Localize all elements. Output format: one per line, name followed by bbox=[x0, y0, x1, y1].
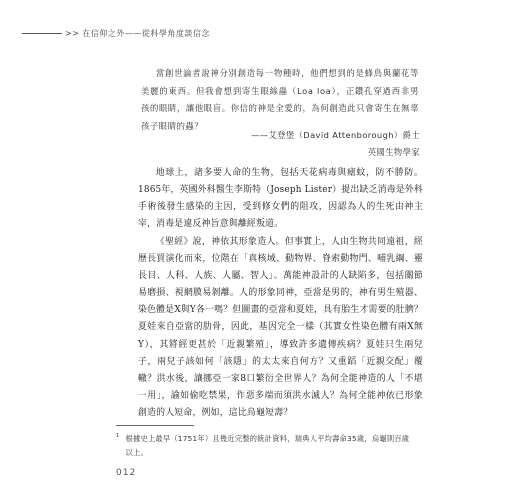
footnote-mark: 1 bbox=[116, 433, 120, 439]
epigraph bbox=[141, 65, 419, 135]
epigraph-author: ——艾登堡（David Attenborough）爵士 bbox=[251, 130, 420, 140]
body-paragraph: 《聖經》說，神依其形象造人。但事實上，人由生物共同遠祖，經歷長買演化而來，位階在「真核域、動物界、脊索動物門、哺乳綱、靈長目、人科、人族、人屬、智人」。萬能神設計的人缺陷多，包括關節易磨損、視網膜易剝離。人的形象同神，亞當是男的，神有男生殖器、染色體是X與Y各一嗎？但圖畫的亞當和夏娃，具有胎生才需要的肚臍？夏娃來自亞當的肋骨，因此，基因完全一樣（其實女性染色體有兩X無Y），其將經更甚於「近親繁殖」，導致許多遺傳疾病？夏娃只生兩兒子，兩兒子該如何「該隱」的太太來自何方？又重蹈「近親交配」覆轍？洪水後，讓挪亞一家8口繁衍全世界人？為何全能神造的人「不堪一用」，諭如偷吃禁果，作惡多端而須洪水滅人？為何全能神依已形象創造的人短命，例如，這比烏龜短壽？ bbox=[138, 236, 423, 419]
epigraph-author-title: 英國生物學家 bbox=[367, 147, 420, 157]
footnote-divider bbox=[116, 425, 194, 426]
body-text bbox=[138, 165, 423, 422]
footnote-text: 根據史上最早（1751年）且幾近完整的統計資料，瑞典人平均壽命35歲，烏龜則百歲以上。 bbox=[125, 434, 410, 457]
body-paragraph: 地球上，諸多要人命的生物，包括天花病毒與瘧蚊，防不勝防。1865年，英國外科醫生李斯特（Joseph Lister）提出缺乏消毒是外科手術後發生感染的主因，受到修女們的阻攻，因認為人的生死由神主宰，消毒是違反神旨意與離經叛道。 bbox=[138, 168, 423, 230]
epigraph-text: 當創世論者說神分別創造每一物種時，他們想到的是蜂鳥與蘭花等美麗的東西。但我會想到寄生眼絲蟲（Loa loa），正鑽孔穿過西非男孩的眼睛，讓他眼盲。你信的神是全愛的，為何創造此只會寄生在無辜孩子眼睛的蟲？ bbox=[141, 68, 419, 131]
header-arrow-icon: >> bbox=[65, 29, 80, 38]
running-title: 在信仰之外——從科學角度談信念 bbox=[82, 29, 210, 38]
footnote bbox=[116, 432, 416, 460]
running-header bbox=[22, 28, 210, 39]
epigraph-attribution bbox=[240, 127, 420, 161]
header-rule bbox=[22, 33, 62, 34]
page-number: 012 bbox=[116, 468, 137, 478]
